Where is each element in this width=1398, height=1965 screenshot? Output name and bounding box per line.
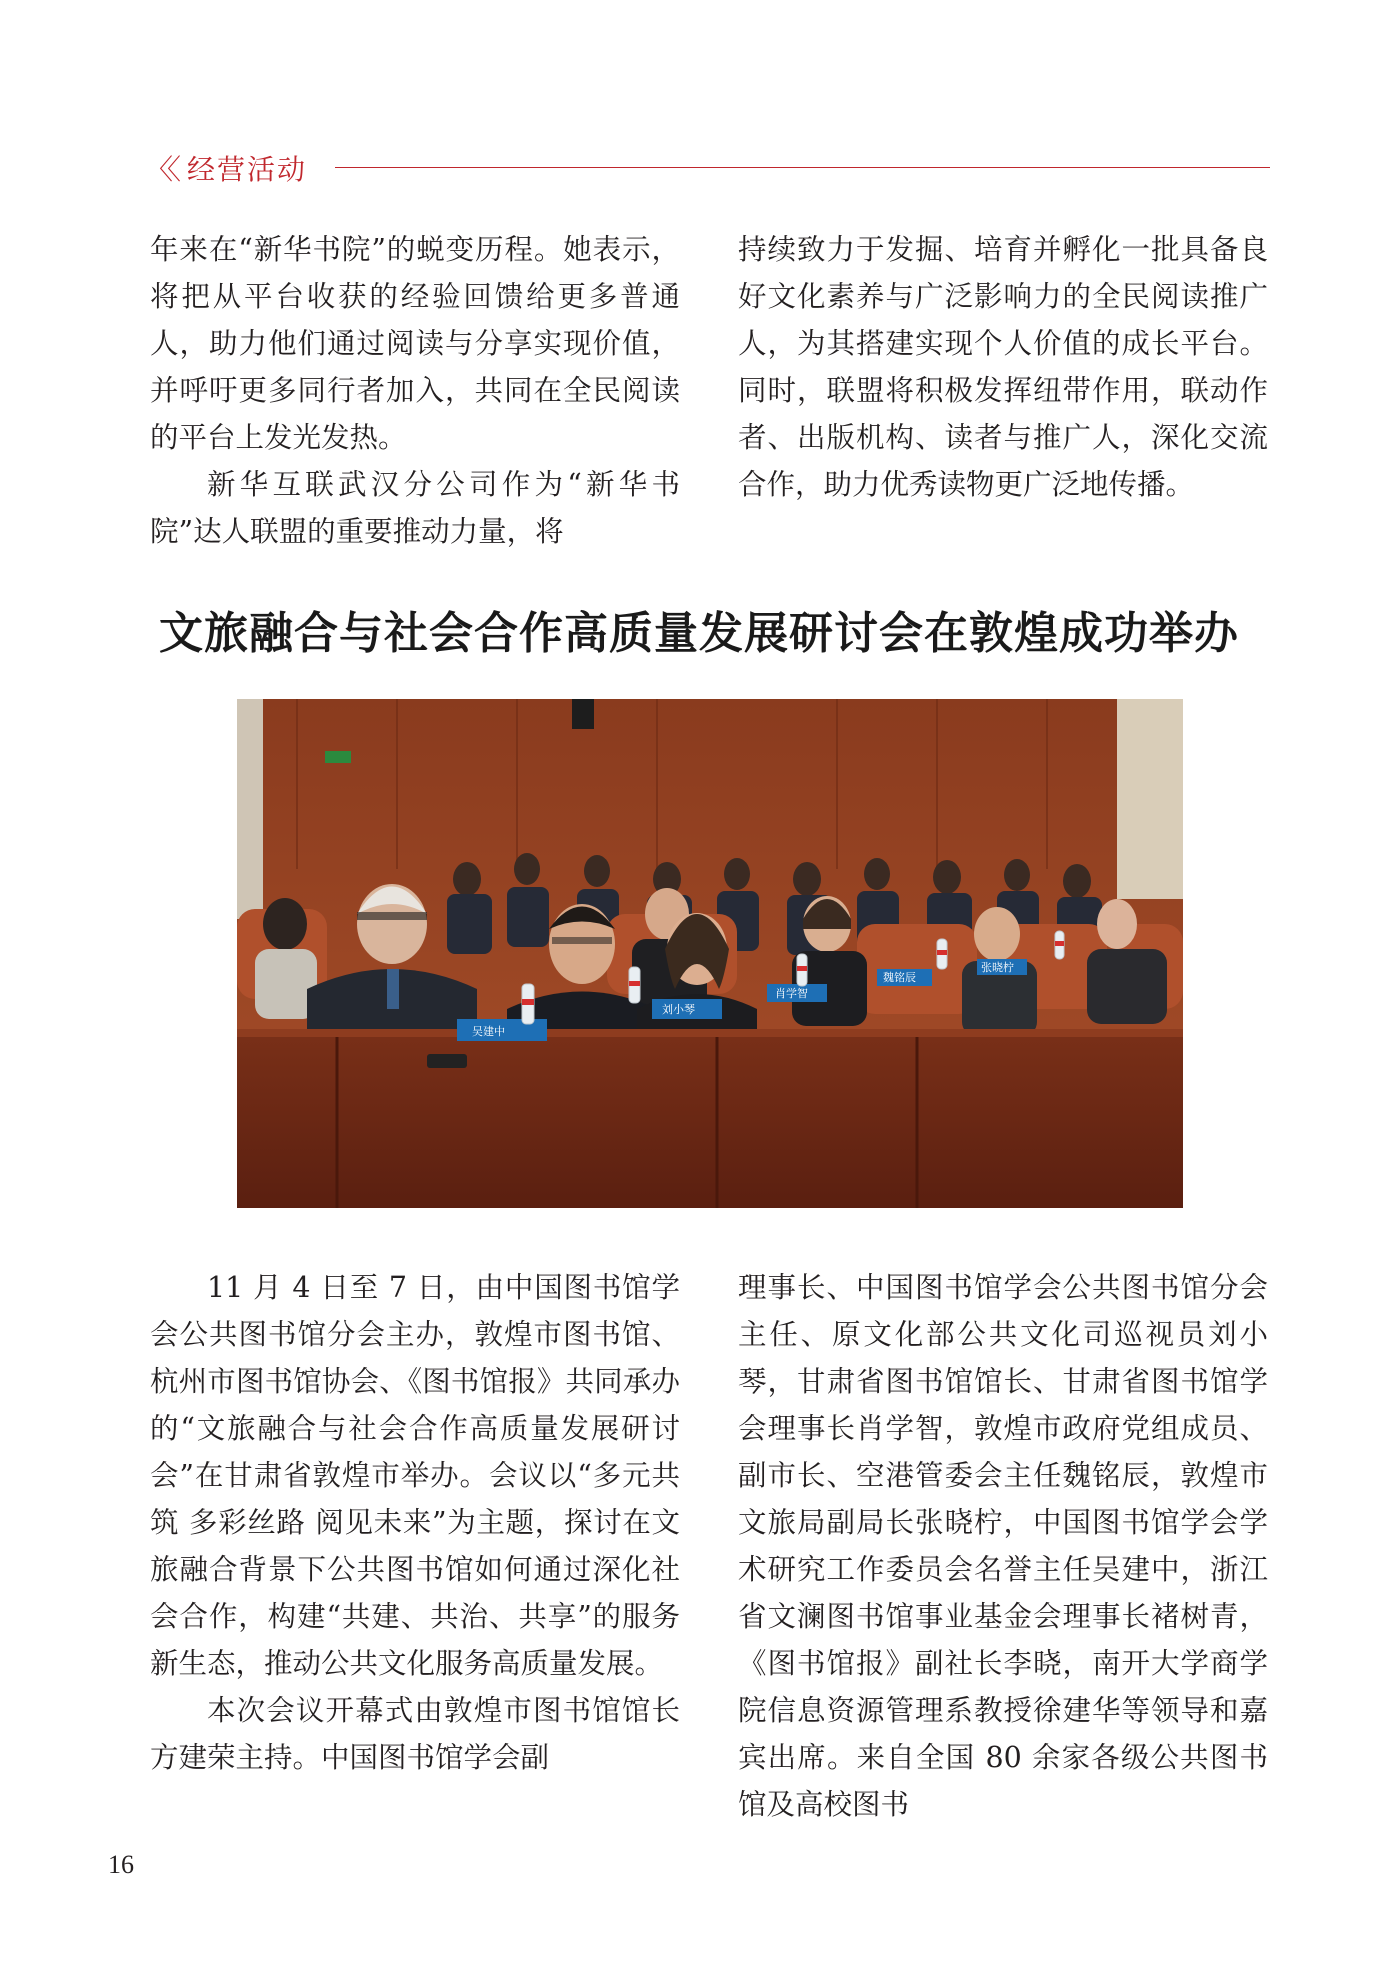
conference-photo bbox=[237, 699, 1183, 1208]
paragraph: 11 月 4 日至 7 日，由中国图书馆学会公共图书馆分会主办，敦煌市图书馆、杭州市图书馆协会、《图书馆报》共同承办的“文旅融合与社会合作高质量发展研讨会”在甘肃省敦煌市举办。会议以“多元共筑 多彩丝路 阅见未来”为主题，探讨在文旅融合背景下公共图书馆如何通过深化社会合作，构建“共建、共治、共享”的服务新生态，推动公共文化服务高质量发展。 bbox=[150, 1271, 680, 1680]
nameplate-text: 刘小琴 bbox=[662, 1003, 695, 1016]
section-title: 经营活动 bbox=[187, 153, 308, 186]
section-header bbox=[145, 148, 1270, 188]
paragraph: 新华互联武汉分公司作为“新华书院”达人联盟的重要推动力量，将 bbox=[150, 468, 680, 548]
article-left-column bbox=[150, 1264, 680, 1774]
top-right-column bbox=[738, 226, 1268, 556]
paragraph: 本次会议开幕式由敦煌市图书馆馆长方建荣主持。中国图书馆学会副 bbox=[150, 1694, 680, 1774]
nameplate-text: 吴建中 bbox=[472, 1025, 505, 1038]
double-chevron-left-icon: 〈〈 bbox=[145, 153, 176, 186]
nameplate-text: 魏铭辰 bbox=[883, 971, 916, 984]
nameplate-text: 张晓柠 bbox=[981, 961, 1014, 974]
header-rule bbox=[335, 167, 1270, 168]
top-left-column bbox=[150, 226, 680, 556]
article-right-column bbox=[738, 1264, 1268, 1821]
article-title: 文旅融合与社会合作高质量发展研讨会在敦煌成功举办 bbox=[159, 608, 1239, 659]
page-number: 16 bbox=[108, 1850, 134, 1879]
paragraph: 理事长、中国图书馆学会公共图书馆分会主任、原文化部公共文化司巡视员刘小琴，甘肃省图书馆馆长、甘肃省图书馆学会理事长肖学智，敦煌市政府党组成员、副市长、空港管委会主任魏铭辰，敦煌市文旅局副局长张晓柠，中国图书馆学会学术研究工作委员会名誉主任吴建中，浙江省文澜图书馆事业基金会理事长褚树青，《图书馆报》副社长李晓，南开大学商学院信息资源管理系教授徐建华等领导和嘉宾出席。来自全国 80 余家各级公共图书馆及高校图书 bbox=[738, 1271, 1268, 1821]
paragraph: 持续致力于发掘、培育并孵化一批具备良好文化素养与广泛影响力的全民阅读推广人，为其搭建实现个人价值的成长平台。同时，联盟将积极发挥纽带作用，联动作者、出版机构、读者与推广人，深化交流合作，助力优秀读物更广泛地传播。 bbox=[738, 233, 1268, 501]
nameplate-text: 肖学智 bbox=[775, 987, 808, 1000]
paragraph: 年来在“新华书院”的蜕变历程。她表示，将把从平台收获的经验回馈给更多普通人，助力他们通过阅读与分享实现价值，并呼吁更多同行者加入，共同在全民阅读的平台上发光发热。 bbox=[150, 233, 680, 454]
